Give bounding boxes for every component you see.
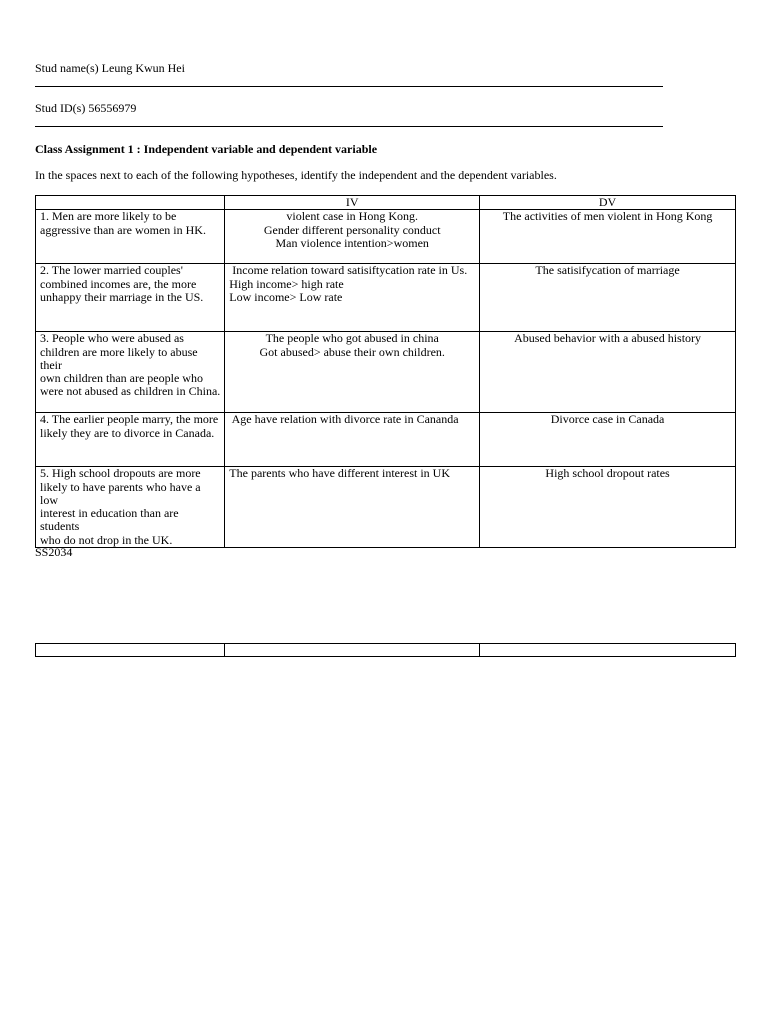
iv-cell[interactable] <box>225 332 480 413</box>
cell-line: High income> high rate <box>229 276 344 291</box>
cell-line: The parents who have different interest in UK <box>229 466 451 481</box>
cell-line: Age have relation with divorce rate in Cananda <box>229 412 459 427</box>
table-row <box>36 264 736 332</box>
hypothesis-cell[interactable] <box>36 210 225 264</box>
empty-cell[interactable] <box>225 644 480 657</box>
hypothesis-cell[interactable] <box>36 413 225 467</box>
empty-cell[interactable] <box>480 644 736 657</box>
table-row <box>36 413 736 467</box>
cell-line: 1. Men are more likely to be <box>40 209 177 224</box>
cell-line: who do not drop in the UK. <box>40 532 173 547</box>
table-row <box>36 332 736 413</box>
iv-cell[interactable] <box>225 413 480 467</box>
cell-line: violent case in Hong Kong. <box>286 209 419 224</box>
cell-line: Divorce case in Canada <box>550 412 665 427</box>
assignment-title: Class Assignment 1 : Independent variable and dependent variable <box>35 142 378 156</box>
cell-line: combined incomes are, the more <box>40 276 197 291</box>
student-id-underline <box>35 126 663 127</box>
empty-cell[interactable] <box>36 644 225 657</box>
cell-line: Gender different personality conduct <box>263 222 441 237</box>
cell-line: children are more likely to abuse their <box>40 344 198 372</box>
cell-line: Low income> Low rate <box>229 289 343 304</box>
table-row <box>36 210 736 264</box>
cell-line: aggressive than are women in HK. <box>40 222 206 237</box>
dv-cell[interactable] <box>480 264 736 332</box>
student-name-underline <box>35 86 663 87</box>
cell-line: The satisifycation of marriage <box>535 263 680 278</box>
header-iv: IV <box>225 196 480 210</box>
student-id-line: Stud ID(s) 56556979 <box>35 101 137 115</box>
cell-line: interest in education than are students <box>40 506 179 534</box>
cell-line: Man violence intention>women <box>275 235 429 250</box>
dv-cell[interactable] <box>480 467 736 548</box>
dv-cell[interactable] <box>480 210 736 264</box>
dv-cell[interactable] <box>480 413 736 467</box>
cell-line: 2. The lower married couples' <box>40 263 183 278</box>
iv-cell[interactable] <box>225 264 480 332</box>
cell-line: likely they are to divorce in Canada. <box>40 425 215 440</box>
course-code: SS2034 <box>35 545 73 559</box>
cell-line: were not abused as children in China. <box>40 384 221 399</box>
assignment-instructions: In the spaces next to each of the following hypotheses, identify the independent and the dependent variables. <box>35 168 557 182</box>
cell-line: Abused behavior with a abused history <box>514 331 702 346</box>
header-hypothesis <box>36 196 225 210</box>
variables-table <box>35 195 736 548</box>
cell-line: 3. People who were abused as <box>40 331 184 346</box>
dv-cell[interactable] <box>480 332 736 413</box>
empty-table-row <box>35 643 736 657</box>
cell-line: Income relation toward satisiftycation rate in Us. <box>229 263 468 278</box>
cell-line: 5. High school dropouts are more <box>40 466 201 481</box>
hypothesis-cell[interactable] <box>36 467 225 548</box>
iv-cell[interactable] <box>225 210 480 264</box>
cell-line: High school dropout rates <box>545 466 670 481</box>
header-dv: DV <box>480 196 736 210</box>
iv-cell[interactable] <box>225 467 480 548</box>
cell-line: 4. The earlier people marry, the more <box>40 412 219 427</box>
hypothesis-cell[interactable] <box>36 264 225 332</box>
cell-line: likely to have parents who have a low <box>40 479 201 507</box>
cell-line: Got abused> abuse their own children. <box>259 344 445 359</box>
table-header-row <box>36 196 736 210</box>
table-row <box>36 644 736 657</box>
table-row <box>36 467 736 548</box>
hypothesis-cell[interactable] <box>36 332 225 413</box>
cell-line: own children than are people who <box>40 371 203 386</box>
cell-line: The people who got abused in china <box>265 331 439 346</box>
cell-line: unhappy their marriage in the US. <box>40 289 204 304</box>
cell-line: The activities of men violent in Hong Kong <box>502 209 713 224</box>
student-name-line: Stud name(s) Leung Kwun Hei <box>35 61 185 75</box>
